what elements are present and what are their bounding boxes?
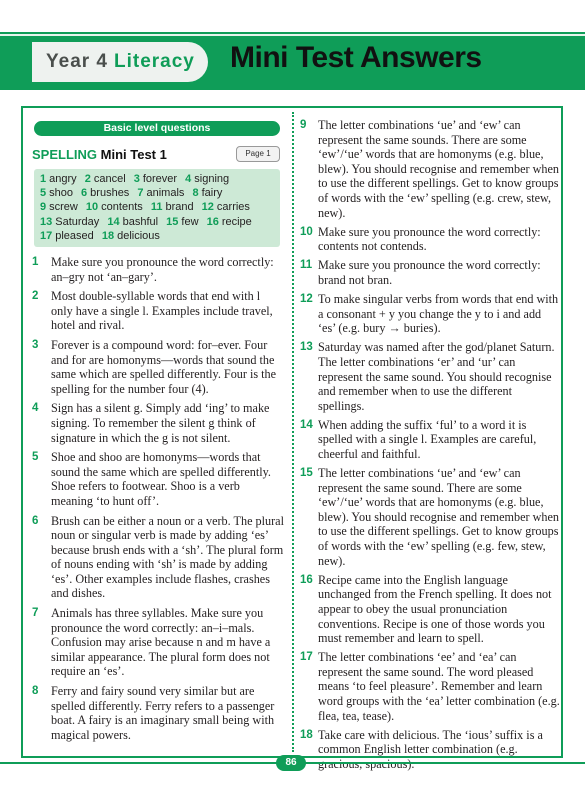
answer-word: Saturday — [55, 215, 100, 228]
explanation-item — [298, 340, 560, 413]
explanation-item — [30, 606, 284, 679]
answer-number: 1 — [40, 173, 47, 185]
explanation-item — [30, 514, 284, 602]
answer-word: fairy — [201, 187, 223, 200]
item-text: Take care with delicious. The ‘ious’ suffix is a common English letter combination (e.g. — [318, 727, 543, 757]
test-heading — [30, 145, 284, 167]
item-text: The letter combinations ‘ue’ and ‘ew’ can represent the same sounds. There are some ‘ew’/‘ue’ words that are homonyms (e.g. blue, blew). You should recognise and remember when to use the different spellings. Get to know groups of words with the ‘ew’ spelling (e.g. crew, stew, new). — [318, 118, 559, 220]
answer-key-line — [40, 186, 274, 200]
item-text: The letter combinations ‘ee’ and ‘ea’ can represent the same sound. The word pleased means ‘to feel pleasure’. Remember and learn word groups with the ‘ea’ letter combination (e.g. flea, tea, tease). — [318, 650, 560, 723]
answer-number: 5 — [40, 187, 47, 200]
answer-word: signing — [194, 173, 230, 185]
subject-tab — [32, 42, 208, 82]
explanation-item — [298, 466, 560, 568]
answer-word: recipe — [221, 215, 252, 228]
answer-number: 6 — [81, 187, 88, 200]
answer-number: 8 — [192, 187, 199, 200]
item-text: When adding the suffix ‘ful’ to a word it is spelled with a single l. Examples are careful, cheerful and faithful. — [318, 417, 537, 461]
item-text: Make sure you pronounce the word correctly: brand not bran. — [318, 258, 541, 287]
explanation-item — [298, 728, 560, 772]
item-number: 16 — [300, 573, 313, 586]
item-number: 10 — [300, 225, 313, 238]
explanation-item — [298, 225, 560, 254]
item-text: Saturday was named after the god/planet Saturn. The letter combinations ‘er’ and ‘ur’ can represent the same sound. You should recognise and remember when to use the different spellings. — [318, 340, 555, 413]
answer-number: 13 — [40, 215, 53, 228]
test-category: SPELLING — [32, 147, 98, 162]
answer-number: 3 — [133, 173, 140, 185]
answer-word: delicious — [117, 229, 160, 242]
item-number: 9 — [300, 119, 307, 131]
item-text: Sign has a silent g. Simply add ‘ing’ to make signing. To remember the silent g think of signature in which the g is not silent. — [51, 401, 270, 445]
answer-word: angry — [49, 173, 77, 185]
item-number: 7 — [32, 607, 39, 620]
item-number: 2 — [32, 290, 39, 303]
item-text: The letter combinations ‘ue’ and ‘ew’ can represent the same sound. There are some ‘ew’/‘ue’ words that are homonyms (e.g. blue, blew). You should recognise and remember when to use the different spellings. Get to know groups of words with the ‘ew’ spelling (e.g. few, stew, new). — [318, 466, 559, 568]
explanation-item — [298, 118, 560, 220]
explanation-item — [30, 289, 284, 333]
answer-number: 16 — [206, 215, 219, 228]
answer-number: 18 — [101, 229, 115, 242]
header-stripe — [0, 34, 585, 36]
explanation-item — [30, 684, 284, 742]
item-number: 8 — [32, 685, 39, 698]
answer-key-line — [40, 172, 274, 186]
answer-number: 15 — [166, 215, 179, 228]
explanation-item — [298, 292, 560, 336]
item-text: Ferry and fairy sound very similar but are spelled differently. Ferry refers to a passenger boat. A fairy is an imaginary small being with magical powers. — [51, 684, 275, 742]
item-number: 5 — [32, 451, 39, 464]
item-number: 18 — [300, 728, 313, 741]
item-text: Forever is a compound word: for–ever. Four and for are homonyms—words that sound the same which are spelled differently. Four is the spelling for the number four (4). — [51, 337, 277, 396]
item-text: Most double-syllable words that end with l only have a single l. Examples include travel, hotel and rival. — [51, 289, 273, 333]
level-heading: Basic level questions — [34, 121, 280, 136]
answer-word: brushes — [90, 187, 130, 200]
item-number: 15 — [300, 467, 313, 480]
item-text: Shoe and shoo are homonyms—words that sound the same which are spelled differently. Shoe refers to footwear. Shoo is a verb meaning ‘to hunt off’. — [51, 450, 271, 508]
item-text: Recipe came into the English language unchanged from the French spelling. It does not appear to obey the usual pronunciation conventions. Recipe is one of those words you must remember and learn to spell. — [318, 572, 552, 646]
explanation-item — [298, 258, 560, 287]
answer-number: 4 — [185, 173, 192, 185]
year-label: Year 4 — [46, 51, 108, 72]
answer-word: animals — [146, 187, 185, 200]
page-reference-badge: Page 1 — [236, 146, 280, 162]
item-number: 14 — [300, 418, 313, 431]
item-number: 3 — [32, 338, 39, 351]
answer-number: 17 — [40, 229, 53, 242]
item-number: 11 — [300, 259, 313, 272]
item-number: 17 — [300, 651, 313, 664]
answer-word: shoo — [49, 187, 73, 200]
item-number: 1 — [32, 256, 39, 269]
answer-word: forever — [142, 173, 178, 185]
item-text: Make sure you pronounce the word correctly: contents not contends. — [318, 224, 541, 254]
answer-number: 14 — [107, 215, 120, 228]
explanation-item — [298, 573, 560, 646]
answer-word: cancel — [93, 173, 126, 185]
answer-key-line — [40, 215, 274, 229]
answer-word: pleased — [55, 229, 94, 242]
answer-word: bashful — [122, 215, 159, 228]
answer-number: 2 — [84, 173, 91, 185]
explanation-item — [30, 401, 284, 445]
subject-label: Literacy — [114, 51, 195, 72]
explanation-item — [30, 338, 284, 396]
answer-word: contents — [101, 201, 143, 214]
answer-number: 10 — [85, 201, 99, 214]
page-title: Mini Test Answers — [230, 41, 482, 74]
test-name: Mini Test 1 — [100, 147, 167, 162]
explanation-item — [30, 450, 284, 508]
answer-word: brand — [165, 201, 194, 214]
column-divider — [292, 112, 294, 752]
answer-number: 9 — [40, 201, 47, 214]
item-text: Make sure you pronounce the word correctly: an–gry not ‘an–gary’. — [51, 255, 274, 284]
right-column — [298, 118, 560, 776]
answer-key-line — [40, 229, 274, 243]
test-title — [32, 148, 167, 163]
item-number: 6 — [32, 514, 39, 527]
answer-key-line — [40, 200, 274, 214]
page-number: 86 — [276, 755, 306, 771]
item-number: 4 — [32, 402, 39, 415]
item-number: 12 — [300, 293, 313, 306]
item-number: 13 — [300, 341, 313, 354]
item-text: To make singular verbs from words that end with a consonant + y you change the y to i and add ‘es’ (e.g. bury → buries). — [318, 292, 559, 336]
answer-word: carries — [216, 201, 250, 214]
left-column — [30, 121, 284, 747]
item-text: Brush can be either a noun or a verb. The plural noun or singular verb is made by adding ‘es’ because brush ends with a ‘sh’. The plural form of nouns ending with ‘sh’ is made by adding ‘es’. Other examples include flashes, crashes and dishes. — [51, 513, 284, 601]
item-text: Animals has three syllables. Make sure you pronounce the word correctly: an–i–mals. Confusion may arise because n and m have a similar appearance. The plural form does not require an ‘es’. — [51, 606, 271, 679]
answer-number: 7 — [137, 187, 144, 200]
explanations-left — [30, 255, 284, 742]
explanation-item — [298, 418, 560, 462]
answer-number: 12 — [201, 201, 214, 214]
answer-key-box — [34, 169, 280, 247]
explanation-item — [298, 650, 560, 723]
answer-word: screw — [49, 201, 78, 214]
answer-number: 11 — [150, 201, 163, 214]
answer-word: few — [181, 215, 199, 228]
explanation-item — [30, 255, 284, 284]
